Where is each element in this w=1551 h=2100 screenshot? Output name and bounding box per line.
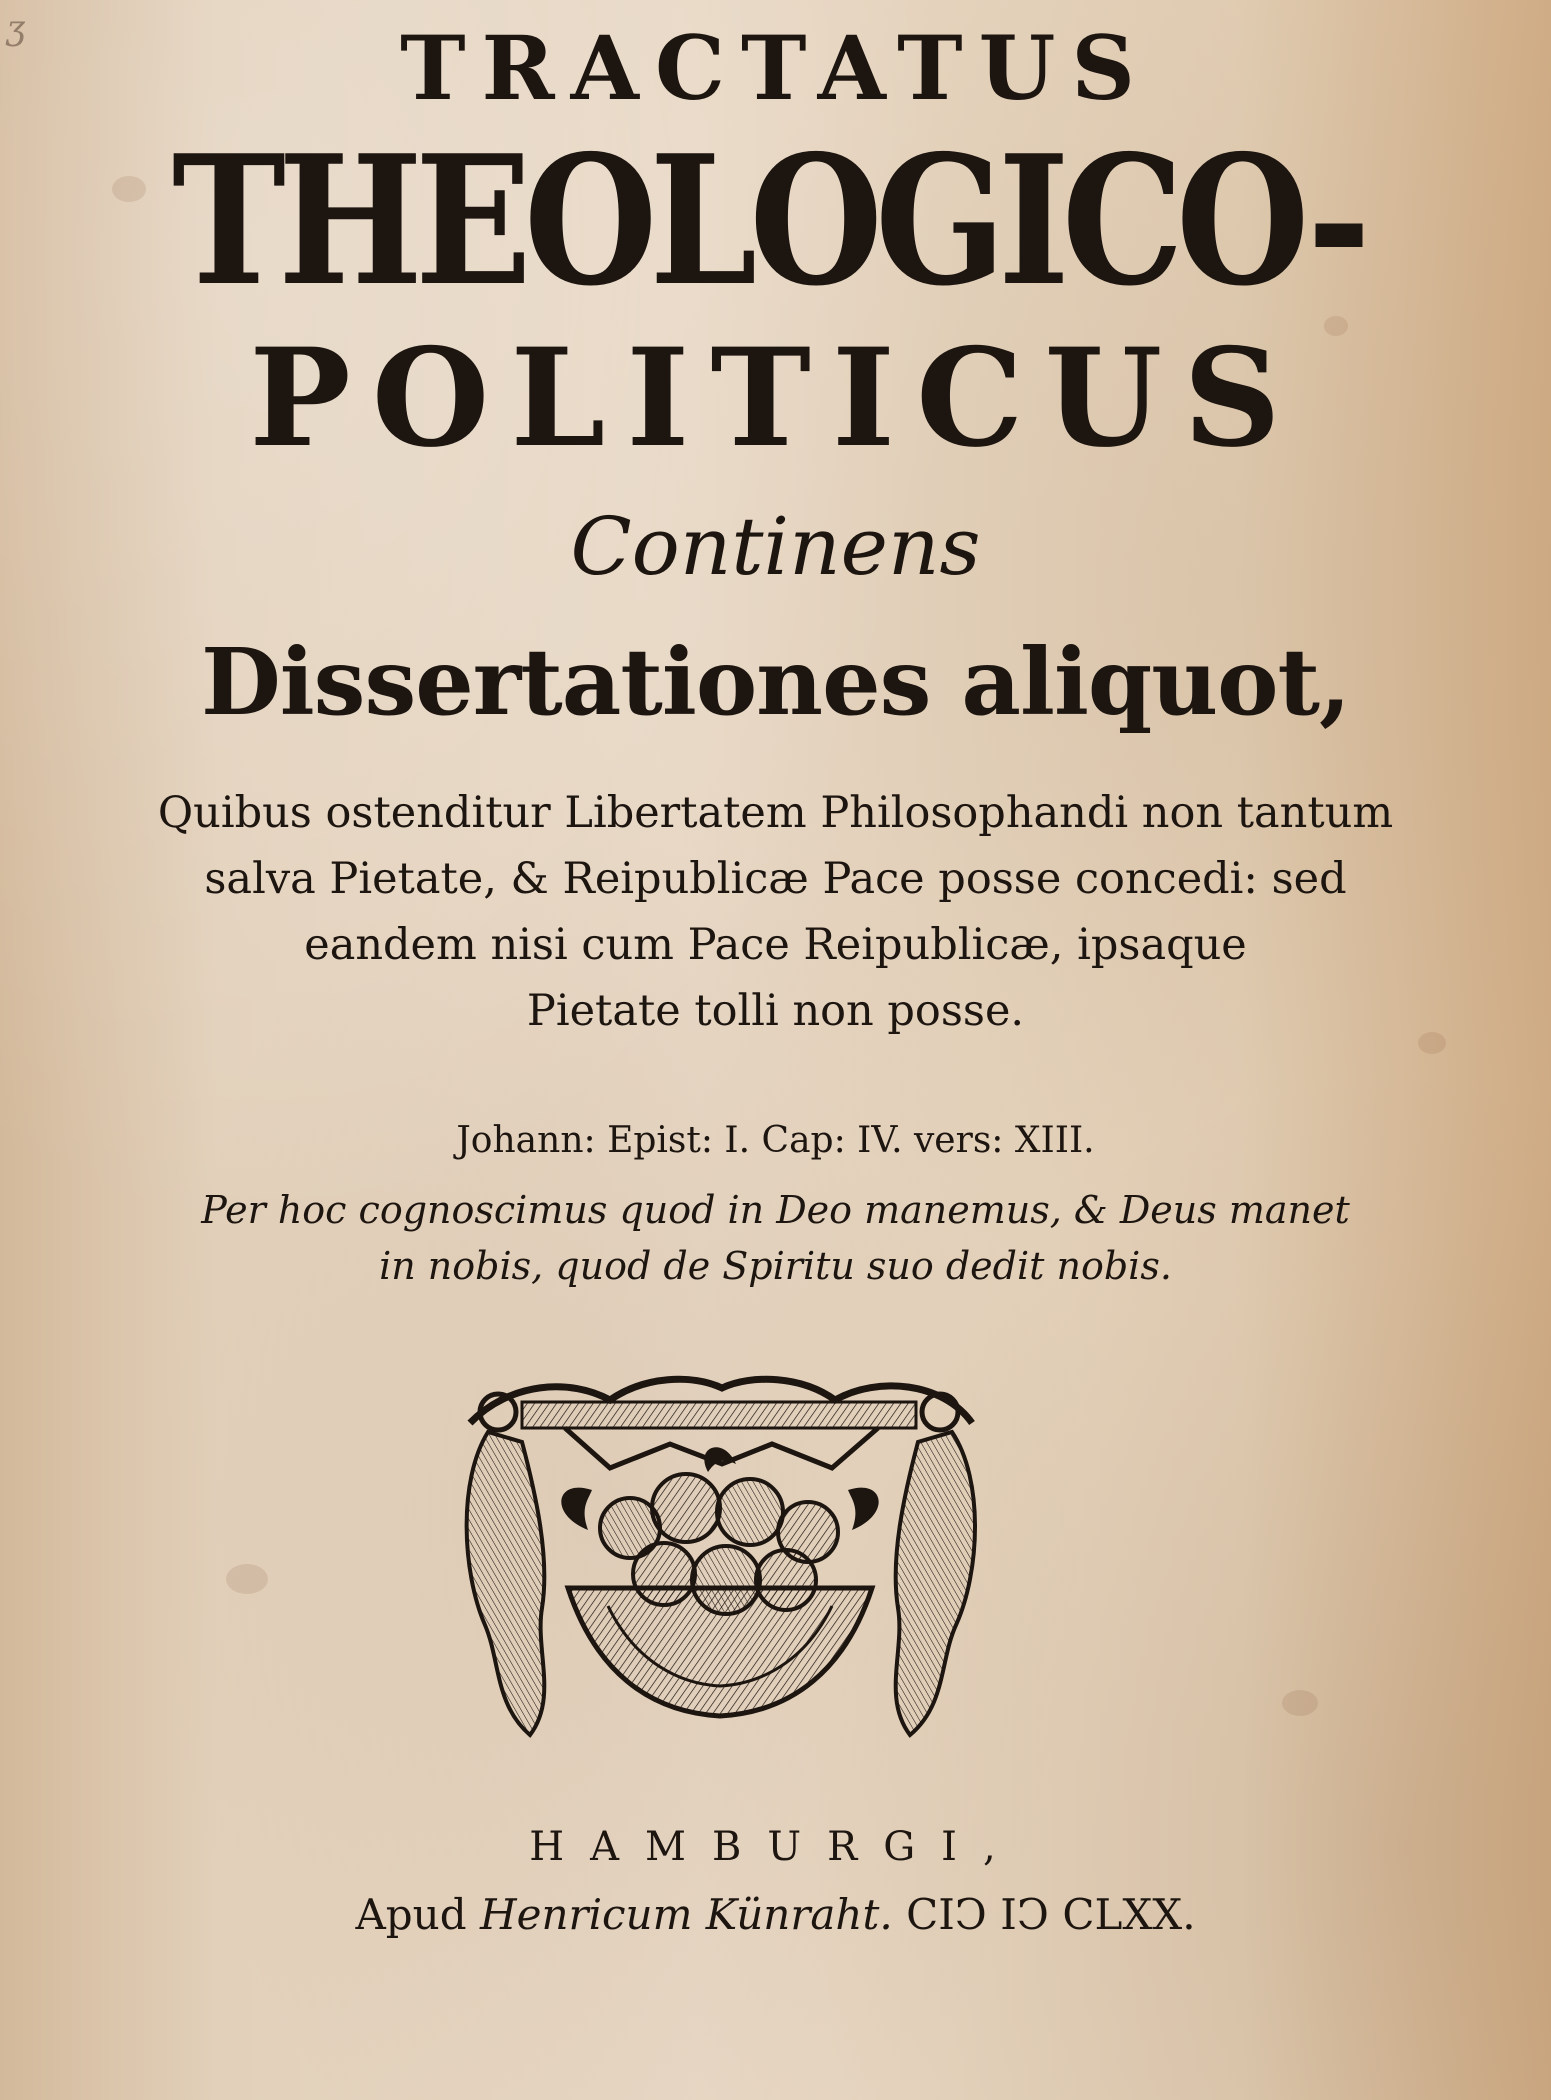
title-line-politicus: POLITICUS bbox=[249, 318, 1302, 477]
description-line: Pietate tolli non posse. bbox=[526, 986, 1025, 1036]
imprint-line bbox=[0, 1890, 1551, 1939]
description-line: Quibus ostenditur Libertatem Philosophandi non tantum bbox=[157, 788, 1394, 838]
pencil-folio-mark: ʒ bbox=[6, 8, 26, 48]
quote-line: in nobis, quod de Spiritu suo dedit nobis. bbox=[379, 1244, 1172, 1288]
description-block bbox=[0, 780, 1551, 1044]
subtitle-continens: Continens bbox=[570, 500, 981, 593]
title-line-tractatus: TRACTATUS bbox=[400, 16, 1151, 120]
quote-line: Per hoc cognoscimus quod in Deo manemus, & Deus manet bbox=[201, 1188, 1350, 1232]
imprint-date: CIↃ IↃ CLXX. bbox=[906, 1890, 1196, 1939]
woodcut-ornament bbox=[440, 1360, 1000, 1755]
description-line: eandem nisi cum Pace Reipublicæ, ipsaque bbox=[304, 920, 1247, 970]
stain-spot bbox=[112, 176, 146, 202]
title-line-theologico: THEOLOGICO- bbox=[171, 116, 1364, 325]
imprint-city: HAMBURGI, bbox=[529, 1824, 1022, 1870]
scripture-citation: Johann: Epist: I. Cap: IV. vers: XIII. bbox=[456, 1120, 1095, 1161]
stain-spot bbox=[226, 1564, 268, 1594]
subtitle-dissertationes: Dissertationes aliquot, bbox=[200, 628, 1351, 736]
epigraph-quote bbox=[0, 1182, 1551, 1294]
stain-spot bbox=[1282, 1690, 1318, 1716]
imprint-prefix: Apud bbox=[355, 1890, 467, 1939]
description-line: salva Pietate, & Reipublicæ Pace posse concedi: sed bbox=[204, 854, 1347, 904]
publisher-name: Henricum Künraht. bbox=[479, 1890, 893, 1939]
